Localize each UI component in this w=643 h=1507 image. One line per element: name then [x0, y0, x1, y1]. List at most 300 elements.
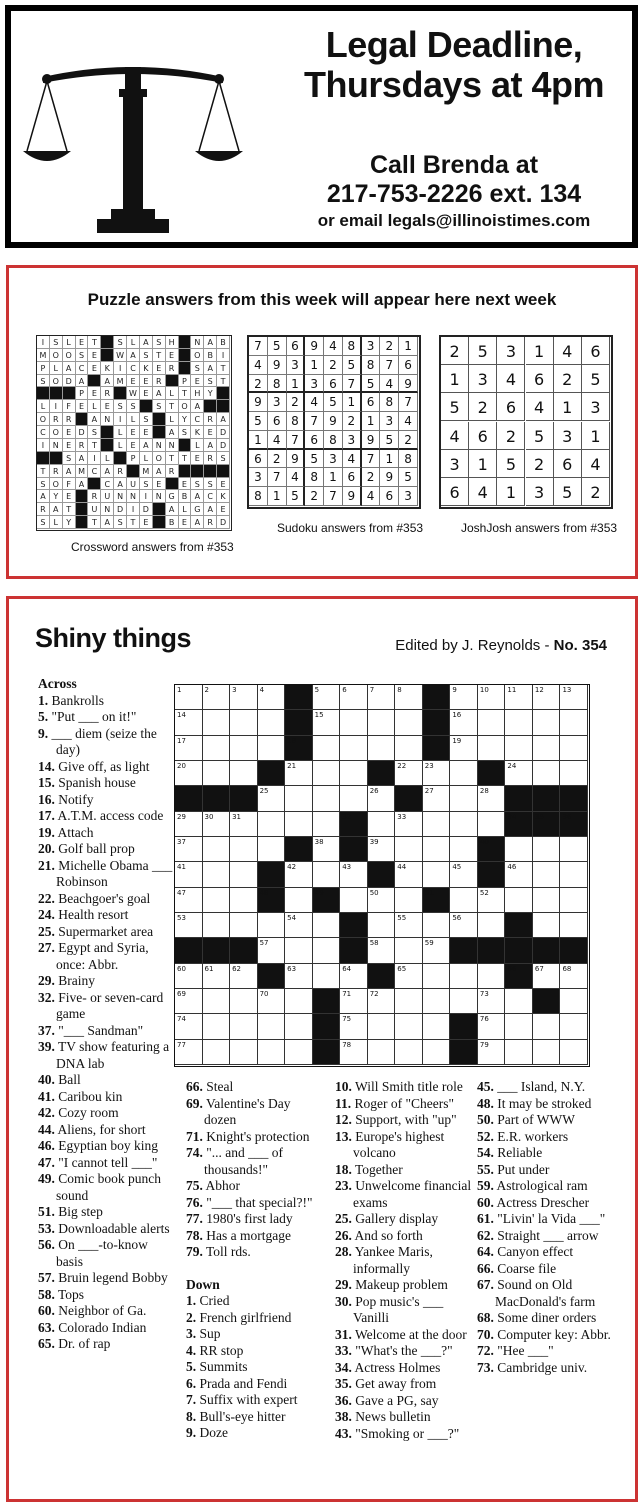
clue-item-text: On ___-to-know basis — [54, 1237, 148, 1269]
sudoku-cell: 6 — [399, 356, 418, 375]
answer-black-square — [114, 387, 127, 400]
grid-square[interactable] — [203, 1040, 231, 1065]
grid-square[interactable] — [340, 1040, 368, 1065]
grid-square[interactable] — [450, 913, 478, 938]
grid-square[interactable] — [423, 786, 451, 811]
grid-square[interactable] — [285, 964, 313, 989]
clue-item-text: "Smoking or ___?" — [351, 1425, 460, 1441]
clue-item — [477, 1228, 627, 1245]
grid-square[interactable] — [450, 685, 478, 710]
grid-square[interactable] — [505, 761, 533, 786]
clue-item-text: TV show featuring a DNA lab — [54, 1039, 170, 1071]
grid-square[interactable] — [175, 812, 203, 837]
grid-square[interactable] — [175, 761, 203, 786]
answer-letter: I — [50, 400, 63, 413]
joshjosh-cell: 6 — [497, 393, 525, 421]
answer-black-square — [204, 465, 217, 478]
clue-item — [38, 1122, 175, 1139]
grid-square[interactable] — [505, 989, 533, 1014]
grid-square[interactable] — [560, 685, 588, 710]
grid-square[interactable] — [395, 837, 423, 862]
answer-letter: D — [76, 426, 89, 439]
grid-square[interactable] — [533, 736, 561, 761]
clue-item — [335, 1277, 475, 1294]
grid-square[interactable] — [533, 964, 561, 989]
grid-square[interactable] — [340, 862, 368, 887]
grid-square[interactable] — [533, 710, 561, 735]
sudoku-cell: 8 — [380, 393, 399, 412]
grid-square[interactable] — [560, 710, 588, 735]
grid-square[interactable] — [230, 888, 258, 913]
joshjosh-cell: 5 — [526, 422, 554, 450]
black-square — [285, 837, 313, 862]
grid-square[interactable] — [423, 1014, 451, 1039]
grid-square[interactable] — [560, 913, 588, 938]
grid-square[interactable] — [450, 710, 478, 735]
grid-square[interactable] — [313, 964, 341, 989]
answer-letter: W — [114, 349, 127, 362]
grid-square[interactable] — [395, 938, 423, 963]
grid-square[interactable] — [340, 786, 368, 811]
grid-square[interactable] — [368, 1040, 396, 1065]
sudoku-cell: 7 — [324, 487, 343, 506]
grid-square[interactable] — [533, 913, 561, 938]
grid-square[interactable] — [395, 1040, 423, 1065]
grid-square[interactable] — [230, 964, 258, 989]
grid-square[interactable] — [478, 1014, 506, 1039]
grid-square[interactable] — [258, 989, 286, 1014]
answer-letter: I — [127, 503, 140, 516]
answer-letter: U — [101, 490, 114, 503]
grid-square[interactable] — [423, 862, 451, 887]
sudoku-cell: 1 — [268, 487, 287, 506]
sudoku-cell: 3 — [343, 431, 362, 450]
clue-item-text: "Put ___ on it!" — [48, 709, 137, 724]
clue-item-text: Tops — [54, 1286, 85, 1302]
grid-square[interactable] — [395, 685, 423, 710]
grid-square[interactable] — [285, 1040, 313, 1065]
grid-square[interactable] — [423, 938, 451, 963]
sudoku-cell: 6 — [305, 431, 324, 450]
grid-square[interactable] — [230, 710, 258, 735]
joshjosh-cell: 1 — [441, 365, 469, 393]
grid-square[interactable] — [340, 736, 368, 761]
grid-square[interactable] — [423, 837, 451, 862]
grid-square[interactable] — [368, 913, 396, 938]
grid-square[interactable] — [423, 1040, 451, 1065]
grid-square[interactable] — [203, 888, 231, 913]
clue-number: 20 — [177, 762, 186, 770]
grid-square[interactable] — [313, 786, 341, 811]
grid-square[interactable] — [395, 761, 423, 786]
sudoku-cell: 2 — [399, 431, 418, 450]
grid-square[interactable] — [230, 761, 258, 786]
clue-number: 27 — [424, 787, 434, 796]
grid-square[interactable] — [203, 964, 231, 989]
grid-square[interactable] — [175, 710, 203, 735]
grid-square[interactable] — [340, 964, 368, 989]
grid-square[interactable] — [450, 736, 478, 761]
grid-square[interactable] — [560, 1040, 588, 1065]
grid-square[interactable] — [478, 812, 506, 837]
clue-number: 3 — [232, 686, 237, 694]
grid-square[interactable] — [230, 913, 258, 938]
clue-item-text: Caribou kin — [54, 1088, 123, 1104]
answer-letter: E — [191, 375, 204, 388]
sudoku-cell: 9 — [305, 337, 324, 356]
grid-square[interactable] — [175, 862, 203, 887]
grid-square[interactable] — [203, 837, 231, 862]
grid-square[interactable] — [423, 812, 451, 837]
answer-black-square — [153, 413, 166, 426]
grid-square[interactable] — [175, 888, 203, 913]
grid-square[interactable] — [533, 888, 561, 913]
grid-square[interactable] — [450, 862, 478, 887]
clue-number: 6 — [342, 686, 347, 694]
grid-square[interactable] — [478, 989, 506, 1014]
grid-square[interactable] — [560, 862, 588, 887]
answer-black-square — [179, 465, 192, 478]
grid-square[interactable] — [313, 761, 341, 786]
grid-square[interactable] — [230, 862, 258, 887]
grid-square[interactable] — [533, 862, 561, 887]
grid-square[interactable] — [505, 685, 533, 710]
grid-square[interactable] — [340, 888, 368, 913]
clue-item-text: Together — [351, 1161, 403, 1177]
answer-black-square — [101, 349, 114, 362]
grid-square[interactable] — [258, 938, 286, 963]
answer-letter: P — [179, 375, 192, 388]
grid-square[interactable] — [313, 938, 341, 963]
grid-square[interactable] — [533, 837, 561, 862]
grid-square[interactable] — [203, 736, 231, 761]
grid-square[interactable] — [368, 938, 396, 963]
grid-square[interactable] — [505, 888, 533, 913]
answer-letter: E — [127, 439, 140, 452]
grid-square[interactable] — [175, 964, 203, 989]
sudoku-cell: 9 — [380, 468, 399, 487]
grid-square[interactable] — [478, 685, 506, 710]
clue-item — [38, 775, 175, 792]
grid-square[interactable] — [505, 837, 533, 862]
clue-item — [38, 1039, 175, 1072]
grid-square[interactable] — [175, 736, 203, 761]
grid-square[interactable] — [423, 913, 451, 938]
sudoku-cell: 7 — [380, 356, 399, 375]
grid-square[interactable] — [285, 888, 313, 913]
grid-square[interactable] — [313, 862, 341, 887]
answer-letter: E — [140, 426, 153, 439]
clue-number: 11 — [507, 686, 517, 694]
grid-square[interactable] — [478, 888, 506, 913]
grid-square[interactable] — [203, 710, 231, 735]
clue-item-text: Roger of "Cheers" — [351, 1095, 455, 1111]
clue-item — [38, 1089, 175, 1106]
answer-letter: R — [204, 516, 217, 529]
grid-square[interactable] — [230, 837, 258, 862]
answer-letter: N — [166, 439, 179, 452]
grid-square[interactable] — [313, 685, 341, 710]
joshjosh-cell: 3 — [582, 393, 610, 421]
grid-square[interactable] — [285, 812, 313, 837]
clue-item — [335, 1426, 475, 1443]
grid-square[interactable] — [560, 964, 588, 989]
answer-black-square — [217, 387, 230, 400]
grid-square[interactable] — [258, 1040, 286, 1065]
grid-square[interactable] — [533, 685, 561, 710]
clue-item-text: And so forth — [351, 1227, 423, 1243]
answer-letter: C — [127, 362, 140, 375]
clue-item — [38, 1072, 175, 1089]
clue-number: 48 — [259, 888, 269, 897]
grid-square[interactable] — [395, 913, 423, 938]
grid-square[interactable] — [313, 837, 341, 862]
sudoku-cell: 4 — [249, 356, 268, 375]
grid-square[interactable] — [395, 1014, 423, 1039]
clue-number: 46 — [507, 863, 517, 872]
grid-square[interactable] — [368, 1014, 396, 1039]
grid-square[interactable] — [505, 736, 533, 761]
grid-square[interactable] — [203, 812, 231, 837]
grid-square[interactable] — [560, 888, 588, 913]
legal-contact — [273, 151, 635, 209]
clue-item-number: 54. — [477, 1145, 494, 1160]
clue-item-number: 10. — [335, 1079, 352, 1094]
clue-item-number: 39. — [38, 1039, 55, 1054]
clue-item-text: French girlfriend — [196, 1309, 292, 1325]
grid-square[interactable] — [258, 786, 286, 811]
grid-square[interactable] — [230, 736, 258, 761]
black-square — [560, 938, 588, 963]
grid-square[interactable] — [450, 786, 478, 811]
answer-letter: E — [63, 426, 76, 439]
answer-letter: T — [179, 387, 192, 400]
grid-square[interactable] — [560, 761, 588, 786]
grid-square[interactable] — [203, 1014, 231, 1039]
answer-letter: B — [166, 516, 179, 529]
clue-item-text: Straight ___ arrow — [493, 1227, 599, 1243]
grid-square[interactable] — [285, 1014, 313, 1039]
grid-square[interactable] — [340, 685, 368, 710]
grid-square[interactable] — [203, 913, 231, 938]
answer-black-square — [217, 465, 230, 478]
grid-square[interactable] — [560, 837, 588, 862]
clues-column-3 — [335, 1079, 475, 1442]
answer-letter: E — [140, 387, 153, 400]
grid-square[interactable] — [258, 1014, 286, 1039]
grid-square[interactable] — [478, 964, 506, 989]
grid-square[interactable] — [285, 761, 313, 786]
answer-letter: T — [88, 336, 101, 349]
answer-black-square — [179, 336, 192, 349]
grid-square[interactable] — [175, 837, 203, 862]
grid-square[interactable] — [368, 837, 396, 862]
clue-item — [38, 1320, 175, 1337]
joshjosh-cell: 5 — [441, 393, 469, 421]
grid-square[interactable] — [368, 888, 396, 913]
grid-square[interactable] — [533, 1014, 561, 1039]
clue-item — [186, 1293, 326, 1310]
black-square — [505, 964, 533, 989]
grid-square[interactable] — [533, 1040, 561, 1065]
clue-item-text: Bankrolls — [48, 692, 104, 708]
answer-letter: S — [217, 452, 230, 465]
grid-square[interactable] — [368, 812, 396, 837]
clue-item-number: 15. — [38, 775, 55, 790]
grid-square[interactable] — [560, 1014, 588, 1039]
grid-square[interactable] — [505, 710, 533, 735]
answers-title: Puzzle answers from this week will appear here next week — [87, 290, 557, 309]
grid-square[interactable] — [285, 862, 313, 887]
grid-square[interactable] — [340, 710, 368, 735]
grid-square[interactable] — [368, 710, 396, 735]
grid-square[interactable] — [340, 761, 368, 786]
grid-square[interactable] — [395, 989, 423, 1014]
answer-letter: M — [140, 465, 153, 478]
grid-square[interactable] — [340, 989, 368, 1014]
grid-square[interactable] — [368, 989, 396, 1014]
grid-square[interactable] — [395, 736, 423, 761]
grid-square[interactable] — [450, 812, 478, 837]
clue-item — [38, 1221, 175, 1238]
grid-square[interactable] — [478, 786, 506, 811]
grid-square[interactable] — [395, 862, 423, 887]
grid-square[interactable] — [450, 989, 478, 1014]
grid-square[interactable] — [340, 1014, 368, 1039]
grid-square[interactable] — [230, 989, 258, 1014]
grid-square[interactable] — [230, 1040, 258, 1065]
answer-black-square — [179, 439, 192, 452]
answer-letter: L — [191, 439, 204, 452]
sudoku-cell: 4 — [343, 450, 362, 469]
answer-black-square — [179, 362, 192, 375]
grid-square[interactable] — [395, 888, 423, 913]
joshjosh-cell: 2 — [582, 478, 610, 506]
joshjosh-cell: 4 — [469, 478, 497, 506]
grid-square[interactable] — [368, 685, 396, 710]
sudoku-cell: 4 — [380, 375, 399, 394]
grid-square[interactable] — [478, 913, 506, 938]
sudoku-cell: 4 — [287, 468, 306, 487]
clue-item-text: Cried — [196, 1293, 230, 1308]
sudoku-cell: 4 — [399, 412, 418, 431]
grid-square[interactable] — [175, 989, 203, 1014]
grid-square[interactable] — [478, 1040, 506, 1065]
grid-square[interactable] — [423, 761, 451, 786]
clue-number: 28 — [479, 787, 489, 796]
grid-square[interactable] — [560, 989, 588, 1014]
grid-square[interactable] — [395, 964, 423, 989]
answer-letter: S — [114, 400, 127, 413]
grid-square[interactable] — [395, 710, 423, 735]
crossword-answer-grid — [36, 335, 232, 531]
clue-item-text: Valentine's Day dozen — [202, 1095, 291, 1127]
clue-number: 45 — [452, 863, 462, 872]
grid-square[interactable] — [203, 761, 231, 786]
grid-square[interactable] — [285, 913, 313, 938]
grid-square[interactable] — [423, 964, 451, 989]
sudoku-cell: 5 — [287, 487, 306, 506]
grid-square[interactable] — [203, 685, 231, 710]
clue-number: 52 — [479, 888, 489, 897]
grid-square[interactable] — [258, 710, 286, 735]
grid-square[interactable] — [258, 913, 286, 938]
grid-square[interactable] — [395, 812, 423, 837]
grid-square[interactable] — [285, 786, 313, 811]
grid-square[interactable] — [175, 1040, 203, 1065]
grid-square[interactable] — [230, 685, 258, 710]
grid-square[interactable] — [175, 1014, 203, 1039]
grid-square[interactable] — [450, 761, 478, 786]
grid-square[interactable] — [230, 1014, 258, 1039]
answer-letter: Y — [204, 387, 217, 400]
grid-square[interactable] — [450, 837, 478, 862]
sudoku-cell: 7 — [249, 337, 268, 356]
clue-item-number: 72. — [477, 1343, 494, 1358]
answer-letter: L — [101, 452, 114, 465]
grid-square[interactable] — [505, 862, 533, 887]
grid-square[interactable] — [313, 913, 341, 938]
answer-letter: D — [140, 503, 153, 516]
grid-square[interactable] — [368, 736, 396, 761]
clue-item — [335, 1079, 475, 1096]
grid-square[interactable] — [450, 964, 478, 989]
answer-letter: L — [179, 503, 192, 516]
grid-square[interactable] — [203, 989, 231, 1014]
clue-item-number: 27. — [38, 940, 55, 955]
grid-square[interactable] — [258, 837, 286, 862]
black-square — [505, 786, 533, 811]
clue-item-number: 71. — [186, 1128, 203, 1144]
grid-square[interactable] — [230, 812, 258, 837]
sudoku-cell: 7 — [305, 412, 324, 431]
clue-number: 29 — [177, 812, 186, 821]
grid-square[interactable] — [203, 862, 231, 887]
grid-square[interactable] — [450, 888, 478, 913]
clue-item-number: 44. — [38, 1121, 55, 1137]
grid-square[interactable] — [313, 710, 341, 735]
grid-square[interactable] — [505, 1040, 533, 1065]
grid-square[interactable] — [423, 989, 451, 1014]
answer-letter: I — [37, 336, 50, 349]
grid-square[interactable] — [258, 685, 286, 710]
clue-item-text: Part of WWW — [493, 1112, 575, 1127]
black-square — [313, 1040, 341, 1065]
clue-item-number: 76. — [186, 1194, 203, 1210]
grid-square[interactable] — [175, 913, 203, 938]
grid-square[interactable] — [313, 736, 341, 761]
joshjosh-cell: 6 — [469, 422, 497, 450]
grid-square[interactable] — [560, 736, 588, 761]
grid-square[interactable] — [478, 710, 506, 735]
grid-square[interactable] — [368, 786, 396, 811]
grid-square[interactable] — [258, 736, 286, 761]
clue-item-number: 67. — [477, 1277, 494, 1292]
answer-letter: R — [88, 490, 101, 503]
grid-square[interactable] — [285, 938, 313, 963]
clue-item — [38, 759, 175, 776]
grid-square[interactable] — [505, 1014, 533, 1039]
sudoku-cell: 5 — [362, 375, 381, 394]
grid-square[interactable] — [313, 812, 341, 837]
grid-square[interactable] — [533, 761, 561, 786]
grid-square[interactable] — [258, 812, 286, 837]
clue-item — [477, 1360, 627, 1377]
grid-square[interactable] — [285, 989, 313, 1014]
grid-square[interactable] — [175, 685, 203, 710]
clue-item — [335, 1129, 475, 1162]
grid-square[interactable] — [478, 736, 506, 761]
